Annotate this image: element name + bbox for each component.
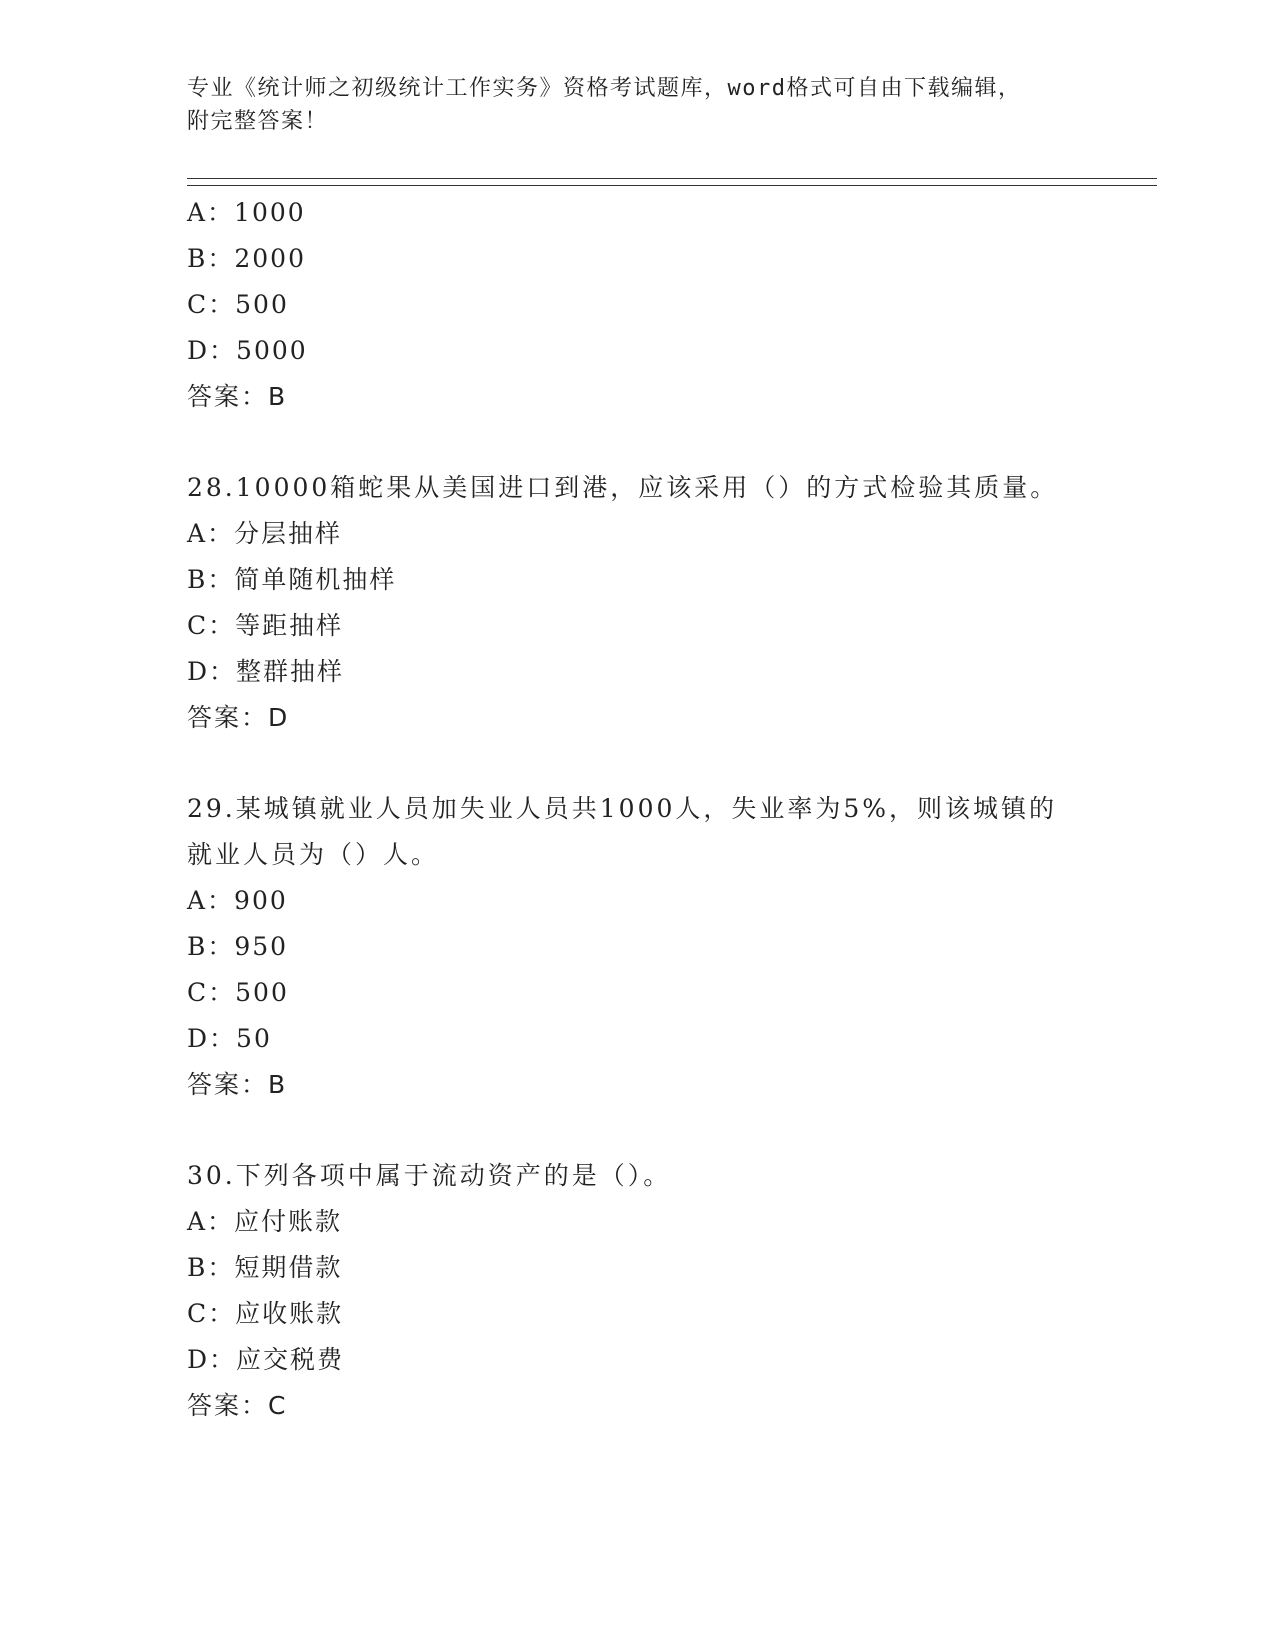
option-d: D：50	[187, 1024, 272, 1053]
option-a: A：分层抽样	[187, 519, 343, 548]
question-block-30	[187, 1153, 1157, 1429]
question-text: 28.10000箱蛇果从美国进口到港，应该采用（）的方式检验其质量。	[187, 473, 1059, 502]
option-b: B：2000	[187, 244, 306, 273]
option-b: B：短期借款	[187, 1253, 343, 1282]
option-c: C：500	[187, 978, 289, 1007]
answer-line: 答案：C	[187, 1391, 288, 1420]
option-d: D：应交税费	[187, 1345, 345, 1374]
option-a: A：900	[187, 886, 288, 915]
option-b: B：950	[187, 932, 289, 961]
answer-line: 答案：D	[187, 703, 290, 732]
option-c: C：500	[187, 290, 289, 319]
question-block-28	[187, 465, 1157, 741]
answer-line: 答案：B	[187, 1070, 288, 1099]
question-text: 30.下列各项中属于流动资产的是（）。	[187, 1161, 672, 1190]
option-b: B：简单随机抽样	[187, 565, 397, 594]
option-d: D：整群抽样	[187, 657, 345, 686]
option-d: D：5000	[187, 336, 308, 365]
option-c: C：等距抽样	[187, 611, 344, 640]
header-divider	[187, 178, 1157, 186]
question-text-line-2: 就业人员为（）人。	[187, 840, 440, 869]
question-text-line-1: 29.某城镇就业人员加失业人员共1000人，失业率为5%，则该城镇的	[187, 794, 1058, 823]
spacer	[187, 420, 1157, 465]
header-line-1: 专业《统计师之初级统计工作实务》资格考试题库，word格式可自由下载编辑，	[187, 76, 1022, 101]
option-c: C：应收账款	[187, 1299, 344, 1328]
page-header	[187, 72, 1087, 138]
spacer	[187, 741, 1157, 786]
answer-line: 答案：B	[187, 382, 288, 411]
question-block-27	[187, 190, 1157, 420]
question-block-29	[187, 786, 1157, 1108]
option-a: A：1000	[187, 198, 306, 227]
header-line-2: 附完整答案！	[187, 109, 329, 134]
question-list	[187, 190, 1157, 1429]
option-a: A：应付账款	[187, 1207, 343, 1236]
spacer	[187, 1108, 1157, 1153]
